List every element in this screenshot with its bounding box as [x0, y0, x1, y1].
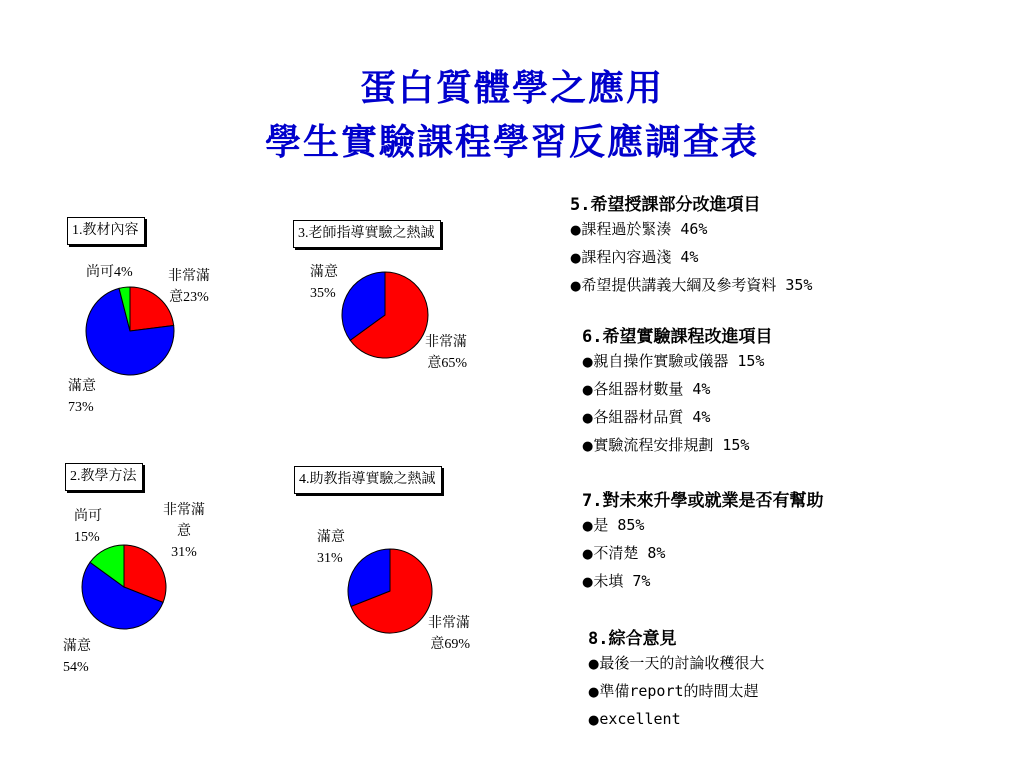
list-item	[570, 216, 812, 244]
item-text: 課程內容過淺 4%	[581, 248, 699, 266]
section-course-improvements	[570, 194, 812, 300]
chart-title: 3.老師指導實驗之熱誠	[293, 220, 441, 248]
bullet-icon: ●	[570, 251, 582, 266]
chart-title: 4.助教指導實驗之熱誠	[294, 466, 442, 494]
bullet-icon: ●	[582, 575, 594, 590]
list-item	[582, 348, 772, 376]
label-line: 滿意	[317, 530, 345, 545]
label-line: 非常滿	[168, 269, 210, 284]
section-lab-improvements	[582, 326, 772, 460]
label-line: 35%	[310, 286, 336, 301]
item-text: 準備report的時間太趕	[599, 682, 759, 700]
list-item	[582, 540, 823, 568]
label-line: 31%	[171, 545, 197, 560]
list-item	[582, 376, 772, 404]
label-line: 意69%	[430, 637, 470, 652]
item-text: 未填 7%	[593, 572, 651, 590]
bullet-icon: ●	[588, 713, 600, 728]
bullet-icon: ●	[588, 685, 600, 700]
item-text: 各組器材數量 4%	[593, 380, 711, 398]
bullet-icon: ●	[582, 547, 594, 562]
slide-subtitle: 學生實驗課程學習反應調查表	[264, 121, 759, 163]
label-line: 滿意	[310, 265, 338, 280]
label-line: 非常滿	[425, 335, 467, 350]
item-text: 課程過於緊湊 46%	[581, 220, 708, 238]
item-text: 希望提供講義大綱及參考資料 35%	[581, 276, 813, 294]
section-general-comments	[588, 628, 764, 734]
slice-label-satisfied	[317, 527, 345, 569]
slide-title: 蛋白質體學之應用	[359, 67, 664, 109]
bullet-icon: ●	[582, 519, 594, 534]
bullet-icon: ●	[582, 383, 594, 398]
label-line: 非常滿	[428, 616, 470, 631]
label-line: 滿意	[68, 379, 96, 394]
item-text: 實驗流程安排規劃 15%	[593, 436, 750, 454]
label-line: 15%	[74, 530, 100, 545]
section-heading: 5.希望授課部分改進項目	[570, 195, 761, 215]
list-item	[582, 512, 823, 540]
label-line: 31%	[317, 551, 343, 566]
bullet-icon: ●	[582, 355, 594, 370]
list-item	[570, 272, 812, 300]
item-text: excellent	[599, 710, 681, 728]
chart-title: 2.教學方法	[65, 463, 143, 491]
label-line: 73%	[68, 400, 94, 415]
list-item	[588, 706, 764, 734]
item-text: 不清楚 8%	[593, 544, 666, 562]
list-item	[582, 404, 772, 432]
section-career-help	[582, 490, 823, 596]
label-line: 尚可	[74, 509, 102, 524]
slice-label-acceptable: 尚可4%	[86, 265, 133, 280]
bullet-icon: ●	[582, 439, 594, 454]
slice-label-very-satisfied	[428, 613, 470, 655]
chart-title: 1.教材內容	[67, 217, 145, 245]
bullet-icon: ●	[582, 411, 594, 426]
label-line: 滿意	[63, 639, 91, 654]
list-item	[570, 244, 812, 272]
item-text: 親自操作實驗或儀器 15%	[593, 352, 765, 370]
label-line: 非常滿	[163, 503, 205, 518]
section-heading: 8.綜合意見	[588, 629, 677, 649]
label-line: 意23%	[169, 290, 209, 305]
section-heading: 7.對未來升學或就業是否有幫助	[582, 491, 824, 511]
bullet-icon: ●	[588, 657, 600, 672]
list-item	[582, 568, 823, 596]
section-heading: 6.希望實驗課程改進項目	[582, 327, 773, 347]
list-item	[588, 650, 764, 678]
bullet-icon: ●	[570, 223, 582, 238]
list-item	[582, 432, 772, 460]
label-line: 意65%	[427, 356, 467, 371]
label-line: 意	[177, 524, 191, 539]
list-item	[588, 678, 764, 706]
item-text: 最後一天的討論收穫很大	[599, 654, 765, 672]
item-text: 各組器材品質 4%	[593, 408, 711, 426]
label-line: 54%	[63, 660, 89, 675]
item-text: 是 85%	[593, 516, 645, 534]
bullet-icon: ●	[570, 279, 582, 294]
